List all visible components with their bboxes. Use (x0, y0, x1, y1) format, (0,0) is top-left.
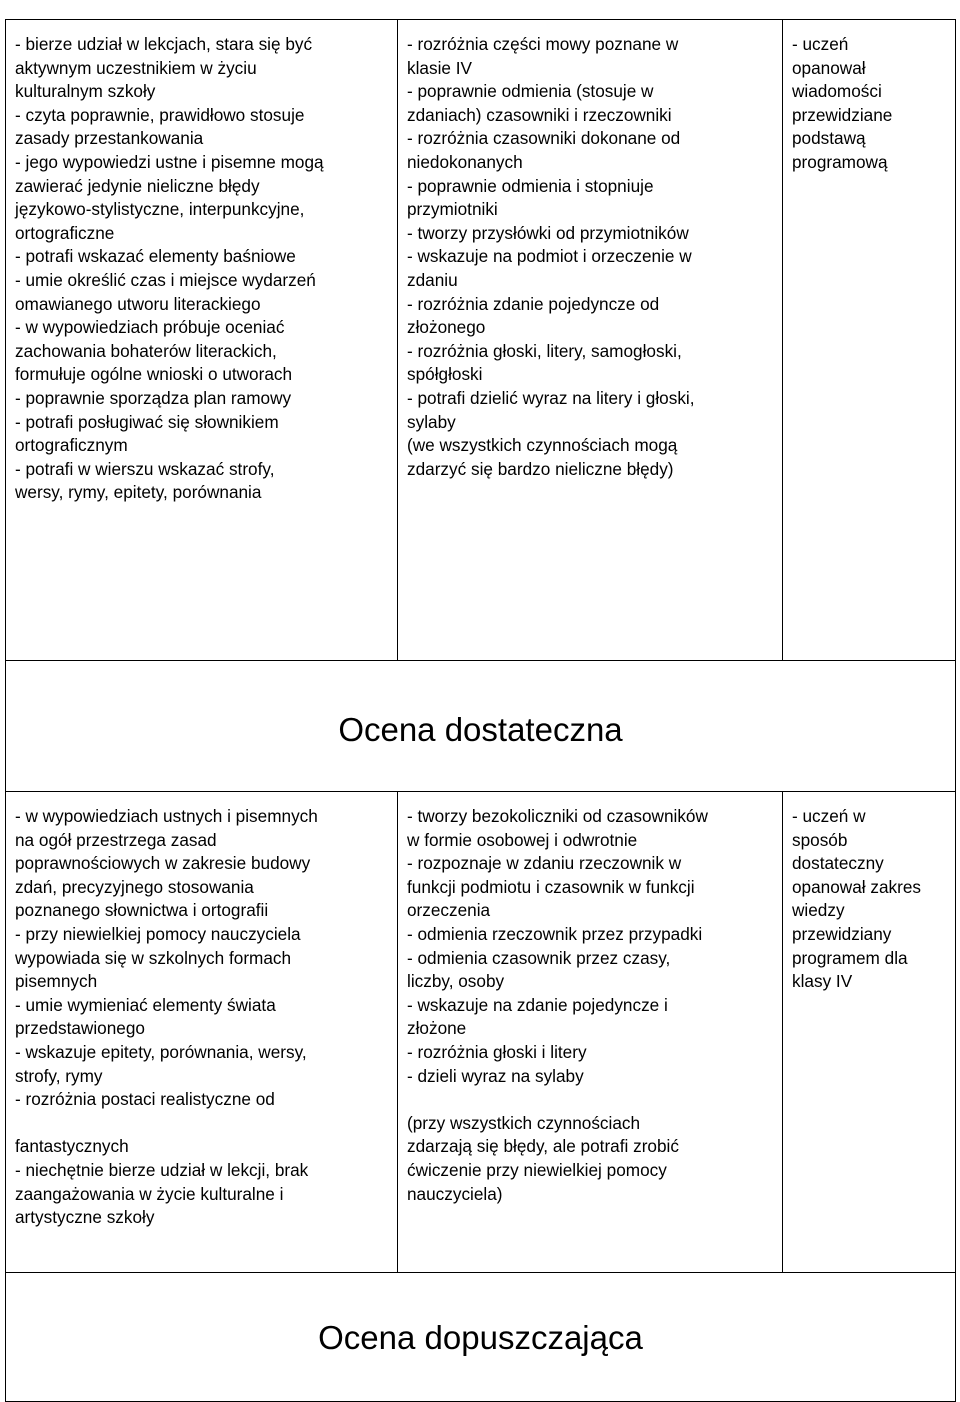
dostateczna-summary-cell (783, 792, 956, 1273)
table-row-dostateczna-criteria (6, 792, 956, 1273)
top-grammar-cell (398, 20, 783, 661)
top-literature-cell (6, 20, 398, 661)
dostateczna-summary-text: - uczeń w sposób dostateczny opanował zakres wiedzy przewidziany programem dla klasy IV (792, 806, 921, 992)
top-literature-text: - bierze udział w lekcjach, stara się być aktywnym uczestnikiem w życiu kulturalnym szkoły - czyta poprawnie, prawidłowo stosuje zasady przestankowania - jego wypowiedzi ustne i pisemne mogą zawierać jedynie nieliczne błędy językowo-stylistyczne, interpunkcyjne, ortograficzne - potrafi wskazać elementy baśniowe - umie określić czas i miejsce wydarzeń omawianego utworu literackiego - w wypowiedziach próbuje oceniać zachowania bohaterów literackich, formułuje ogólne wnioski o utworach - poprawnie sporządza plan ramowy - potrafi posługiwać się słownikiem ortograficznym - potrafi w wierszu wskazać strofy, wersy, rymy, epitety, porównania (15, 34, 324, 503)
dostateczna-literature-cell (6, 792, 398, 1273)
dostateczna-grammar-cell (398, 792, 783, 1273)
grade-heading-dostateczna: Ocena dostateczna (338, 711, 623, 748)
top-summary-text: - uczeń opanował wiadomości przewidziane podstawą programową (792, 34, 893, 172)
table-row-heading-dopuszczajaca (6, 1273, 956, 1402)
heading-cell-dostateczna (6, 661, 956, 792)
table-row-heading-dostateczna (6, 661, 956, 792)
top-grammar-text: - rozróżnia części mowy poznane w klasie IV - poprawnie odmienia (stosuje w zdaniach) czasowniki i rzeczowniki - rozróżnia czasowniki dokonane od niedokonanych - poprawnie odmienia i stopniuje przymiotniki - tworzy przysłówki od przymiotników - wskazuje na podmiot i orzeczenie w zdaniu - rozróżnia zdanie pojedyncze od złożonego - rozróżnia głoski, litery, samogłoski, spółgłoski - potrafi dzielić wyraz na litery i głoski, sylaby (we wszystkich czynnościach mogą zdarzyć się bardzo nieliczne błędy) (407, 34, 695, 479)
table-row-top-criteria (6, 20, 956, 661)
dostateczna-grammar-text: - tworzy bezokoliczniki od czasowników w formie osobowej i odwrotnie - rozpoznaje w zdaniu rzeczownik w funkcji podmiotu i czasownik w funkcji orzeczenia - odmienia rzeczownik przez przypadki - odmienia czasownik przez czasy, liczby, osoby - wskazuje na zdanie pojedyncze i złożone - rozróżnia głoski i litery - dzieli wyraz na sylaby (przy wszystkich czynnościach zdarzają się błędy, ale potrafi zrobić ćwiczenie przy niewielkiej pomocy nauczyciela) (407, 806, 708, 1204)
top-summary-cell (783, 20, 956, 661)
grading-criteria-table (5, 19, 956, 1402)
heading-cell-dopuszczajaca (6, 1273, 956, 1402)
dostateczna-literature-text: - w wypowiedziach ustnych i pisemnych na ogół przestrzega zasad poprawnościowych w zakresie budowy zdań, precyzyjnego stosowania poznanego słownictwa i ortografii - przy niewielkiej pomocy nauczyciela wypowiada się w szkolnych formach pisemnych - umie wymieniać elementy świata przedstawionego - wskazuje epitety, porównania, wersy, strofy, rymy - rozróżnia postaci realistyczne od fantastycznych - niechętnie bierze udział w lekcji, brak zaangażowania w życie kulturalne i artystyczne szkoły (15, 806, 318, 1228)
grade-heading-dopuszczajaca: Ocena dopuszczająca (318, 1319, 643, 1356)
